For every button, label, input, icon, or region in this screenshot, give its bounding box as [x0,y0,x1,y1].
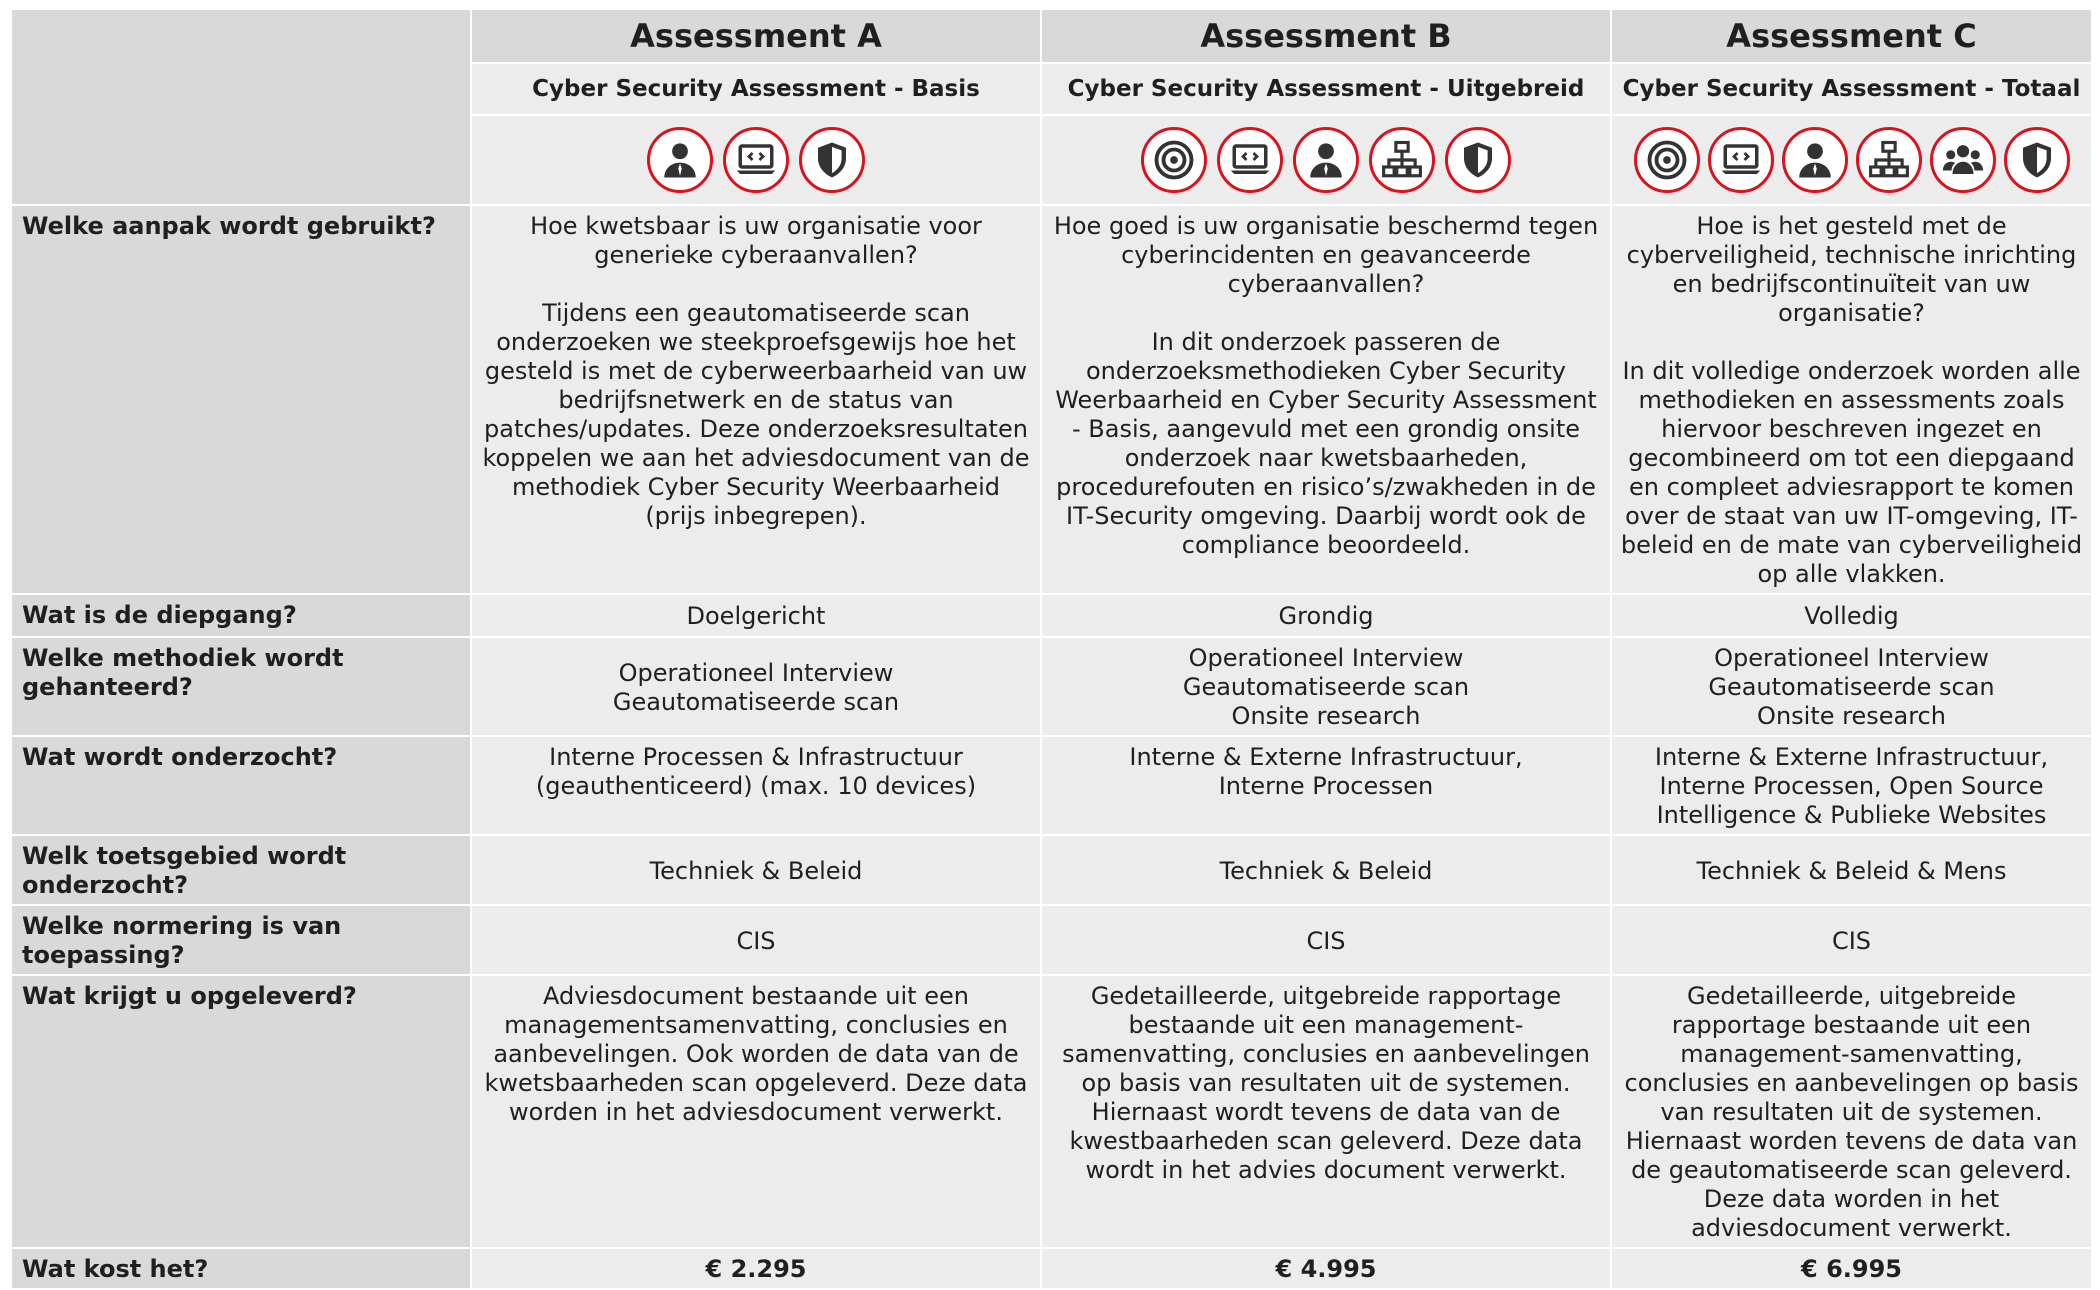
table-cell: Techniek & Beleid [1041,835,1611,905]
table-row [11,594,2092,637]
row-label: Wat krijgt u opgeleverd? [11,975,471,1248]
price-value: € 6.995 [1611,1248,2092,1289]
table-cell: Techniek & Beleid [471,835,1041,905]
table-cell: Grondig [1041,594,1611,637]
assessment-c-title: Assessment C [1611,9,2092,63]
table-row [11,1248,2092,1289]
target-icon [1634,127,1700,193]
table-row [11,736,2092,835]
assessment-c-subtitle: Cyber Security Assessment - Totaal [1611,63,2092,115]
table-cell: CIS [1041,905,1611,975]
row-label: Welke aanpak wordt gebruikt? [11,205,471,594]
table-cell: Hoe is het gesteld met de cyberveiligheid, technische inrichting en bedrijfscontinuïteit van uw organisatie? In dit volledige onderzoek worden alle methodieken en assessments zoals hiervoor beschreven ingezet en gecombineerd om tot een diepgaand en compleet adviesrapport te komen over de staat van uw IT-omgeving, IT-beleid en de mate van cyberveiligheid op alle vlakken. [1611,205,2092,594]
table-row [11,205,2092,594]
corner-cell [11,9,471,205]
person-icon [1782,127,1848,193]
table-cell: Interne & Externe Infrastructuur, Interne Processen, Open Source Intelligence & Publieke Websites [1611,736,2092,835]
table-cell: Gedetailleerde, uitgebreide rapportage bestaande uit een management-samenvatting, conclusies en aanbevelingen op basis van resultaten uit de systemen. Hiernaast worden tevens de data van de geautomatiseerde scan geleverd. Deze data worden in het adviesdocument verwerkt. [1611,975,2092,1248]
table-row [11,905,2092,975]
header-title-row [11,9,2092,63]
price-value: € 4.995 [1041,1248,1611,1289]
table-row [11,835,2092,905]
row-label: Wat kost het? [11,1248,471,1289]
shield-icon [1445,127,1511,193]
table-cell: CIS [1611,905,2092,975]
assessment-c-icons [1611,115,2092,205]
table-cell: Volledig [1611,594,2092,637]
row-label: Wat is de diepgang? [11,594,471,637]
table-cell: Interne Processen & Infrastructuur (geauthenticeerd) (max. 10 devices) [471,736,1041,835]
assessment-b-icons [1041,115,1611,205]
assessment-b-subtitle: Cyber Security Assessment - Uitgebreid [1041,63,1611,115]
person-icon [1293,127,1359,193]
network-icon [1369,127,1435,193]
table-cell: CIS [471,905,1041,975]
table-row [11,637,2092,736]
assessment-comparison-table [10,8,2093,1290]
table-cell: Hoe kwetsbaar is uw organisatie voor generieke cyberaanvallen? Tijdens een geautomatiseerde scan onderzoeken we steekproefsgewijs hoe het gesteld is met de cyberweerbaarheid van uw bedrijfsnetwerk en de status van patches/updates. Deze onderzoeksresultaten koppelen we aan het adviesdocument van de methodiek Cyber Security Weerbaarheid (prijs inbegrepen). [471,205,1041,594]
shield-icon [799,127,865,193]
table-cell: Operationeel Interview Geautomatiseerde scan Onsite research [1041,637,1611,736]
laptop-code-icon [723,127,789,193]
table-cell: Operationeel Interview Geautomatiseerde scan Onsite research [1611,637,2092,736]
assessment-a-title: Assessment A [471,9,1041,63]
assessment-a-icons [471,115,1041,205]
target-icon [1141,127,1207,193]
laptop-code-icon [1217,127,1283,193]
network-icon [1856,127,1922,193]
table-cell: Interne & Externe Infrastructuur, Interne Processen [1041,736,1611,835]
table-row [11,975,2092,1248]
group-icon [1930,127,1996,193]
assessment-b-title: Assessment B [1041,9,1611,63]
row-label: Welk toetsgebied wordt onderzocht? [11,835,471,905]
table-cell: Techniek & Beleid & Mens [1611,835,2092,905]
person-icon [647,127,713,193]
shield-icon [2004,127,2070,193]
row-label: Welke normering is van toepassing? [11,905,471,975]
table-cell: Operationeel Interview Geautomatiseerde scan [471,637,1041,736]
table-cell: Gedetailleerde, uitgebreide rapportage bestaande uit een management-samenvatting, conclusies en aanbevelingen op basis van resultaten uit de systemen. Hiernaast wordt tevens de data van de kwestbaarheden scan geleverd. Deze data wordt in het advies document verwerkt. [1041,975,1611,1248]
row-label: Welke methodiek wordt gehanteerd? [11,637,471,736]
table-cell: Doelgericht [471,594,1041,637]
laptop-code-icon [1708,127,1774,193]
row-label: Wat wordt onderzocht? [11,736,471,835]
price-value: € 2.295 [471,1248,1041,1289]
table-cell: Adviesdocument bestaande uit een managementsamenvatting, conclusies en aanbevelingen. Ook worden de data van de kwetsbaarheden scan opgeleverd. Deze data worden in het adviesdocument verwerkt. [471,975,1041,1248]
table-cell: Hoe goed is uw organisatie beschermd tegen cyberincidenten en geavanceerde cyberaanvallen? In dit onderzoek passeren de onderzoeksmethodieken Cyber Security Weerbaarheid en Cyber Security Assessment - Basis, aangevuld met een grondig onsite onderzoek naar kwetsbaarheden, procedurefouten en risico’s/zwakheden in de IT-Security omgeving. Daarbij wordt ook de compliance beoordeeld. [1041,205,1611,594]
assessment-a-subtitle: Cyber Security Assessment - Basis [471,63,1041,115]
